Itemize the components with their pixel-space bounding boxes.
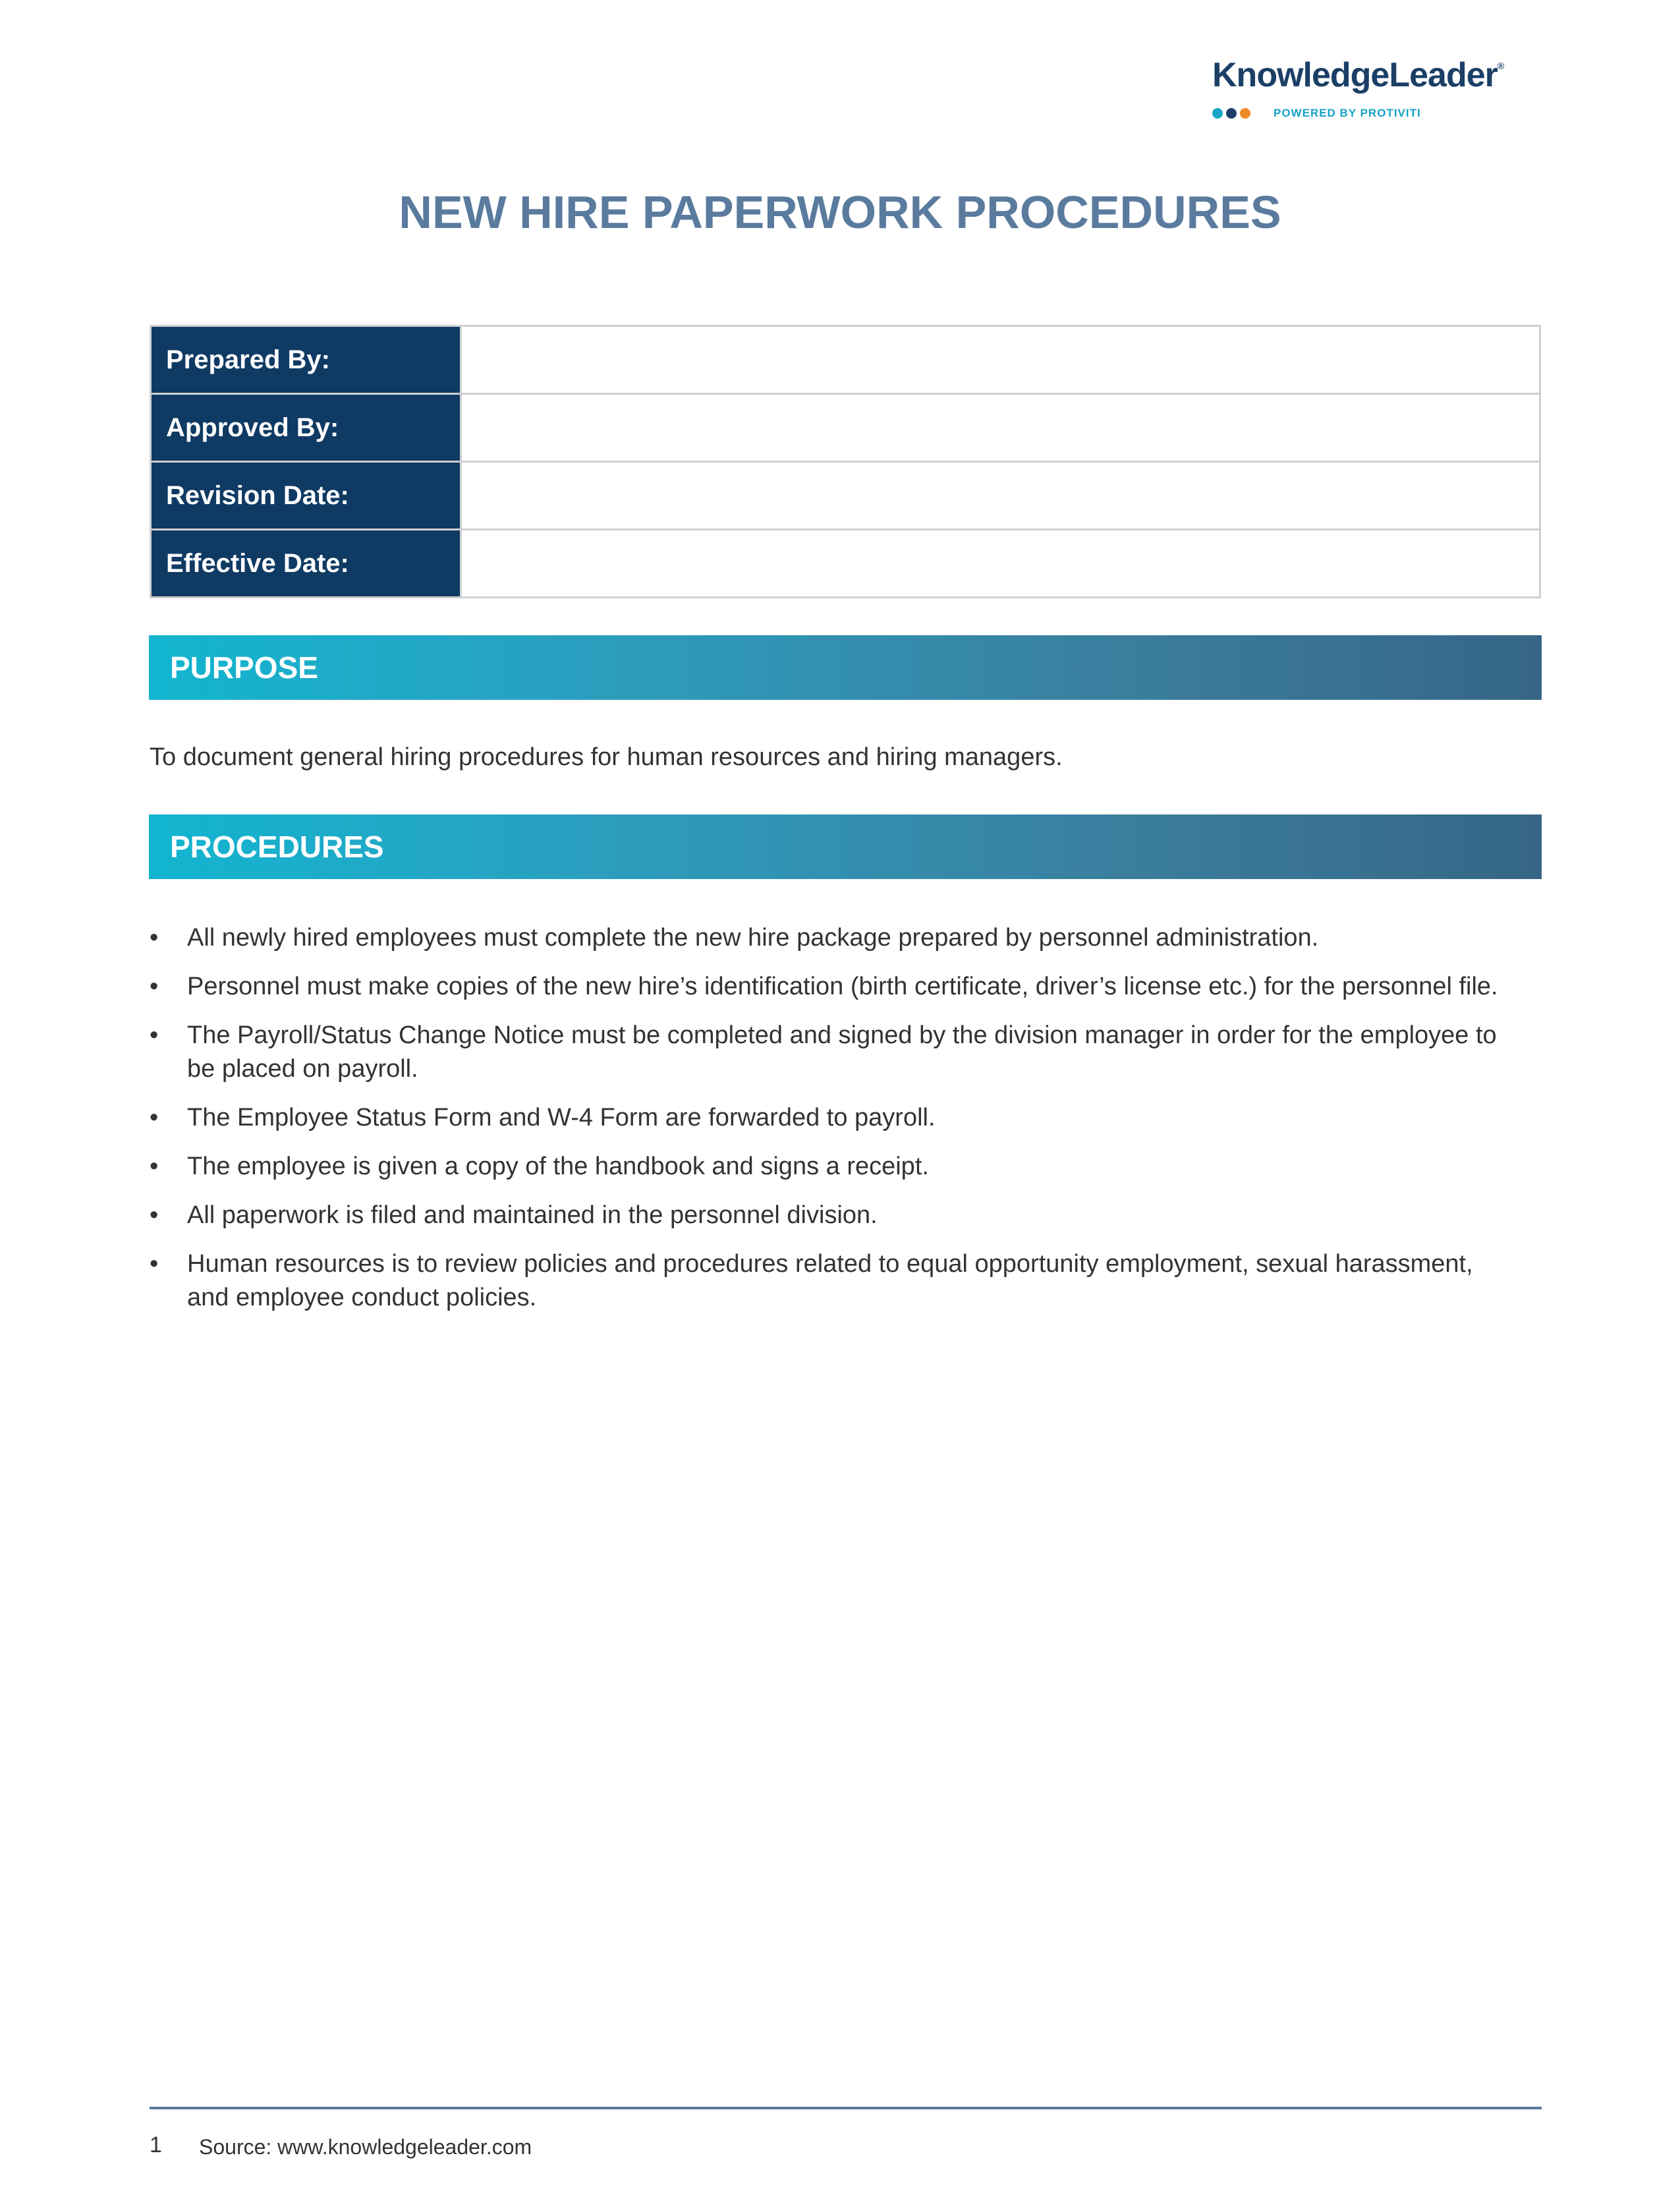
logo-tagline-row	[1212, 107, 1421, 120]
list-item	[150, 1101, 1507, 1135]
logo-dot-icon	[1240, 108, 1250, 119]
prepared-by-field[interactable]	[461, 326, 1540, 394]
logo-dot-icon	[1212, 108, 1223, 119]
revision-date-field[interactable]	[461, 462, 1540, 530]
knowledgeleader-logo	[1212, 55, 1542, 119]
effective-date-field[interactable]	[461, 530, 1540, 598]
prepared-by-label: Prepared By:	[151, 326, 461, 394]
procedures-list	[150, 921, 1507, 1330]
list-item	[150, 970, 1507, 1004]
list-item	[150, 1019, 1507, 1086]
list-item	[150, 921, 1507, 955]
approved-by-label: Approved By:	[151, 394, 461, 462]
list-item-text: Personnel must make copies of the new hire’s identification (birth certificate, driver’s license etc.) for the personnel file.	[187, 973, 1498, 1000]
list-item-text: The Payroll/Status Change Notice must be completed and signed by the division manager in order for the employee to be placed on payroll.	[187, 1021, 1497, 1083]
purpose-heading: PURPOSE	[149, 635, 1542, 700]
table-row	[151, 530, 1540, 598]
purpose-text: To document general hiring procedures for human resources and hiring managers.	[150, 743, 1063, 771]
bullet-icon: •	[150, 1201, 159, 1229]
table-row	[151, 326, 1540, 394]
registered-mark: ®	[1497, 61, 1504, 71]
table-row	[151, 462, 1540, 530]
footer-divider	[150, 2107, 1542, 2109]
source-link[interactable]: Source: www.knowledgeleader.com	[199, 2135, 532, 2159]
list-item-text: The employee is given a copy of the handbook and signs a receipt.	[187, 1153, 929, 1180]
bullet-icon: •	[150, 1021, 159, 1049]
logo-wordmark	[1212, 55, 1542, 95]
list-item	[150, 1247, 1507, 1315]
logo-tagline: POWERED BY PROTIVITI	[1274, 107, 1421, 119]
bullet-icon: •	[150, 1250, 159, 1278]
document-title: NEW HIRE PAPERWORK PROCEDURES	[399, 186, 1281, 238]
list-item-text: All paperwork is filed and maintained in the personnel division.	[187, 1201, 878, 1229]
logo-wordmark-text: KnowledgeLeader	[1212, 56, 1498, 94]
bullet-icon: •	[150, 1104, 159, 1131]
list-item-text: Human resources is to review policies and procedures related to equal opportunity employment, sexual harassment, and employee conduct policies.	[187, 1250, 1473, 1311]
list-item	[150, 1150, 1507, 1184]
list-item	[150, 1199, 1507, 1232]
bullet-icon: •	[150, 924, 159, 952]
bullet-icon: •	[150, 1153, 159, 1180]
approved-by-field[interactable]	[461, 394, 1540, 462]
effective-date-label: Effective Date:	[151, 530, 461, 598]
logo-dot-icon	[1226, 108, 1237, 119]
revision-date-label: Revision Date:	[151, 462, 461, 530]
list-item-text: The Employee Status Form and W-4 Form are forwarded to payroll.	[187, 1104, 936, 1131]
document-info-table	[150, 325, 1541, 598]
list-item-text: All newly hired employees must complete the new hire package prepared by personnel administration.	[187, 924, 1319, 952]
page-number: 1	[150, 2132, 162, 2157]
table-row	[151, 394, 1540, 462]
bullet-icon: •	[150, 973, 159, 1000]
procedures-heading: PROCEDURES	[149, 814, 1542, 879]
